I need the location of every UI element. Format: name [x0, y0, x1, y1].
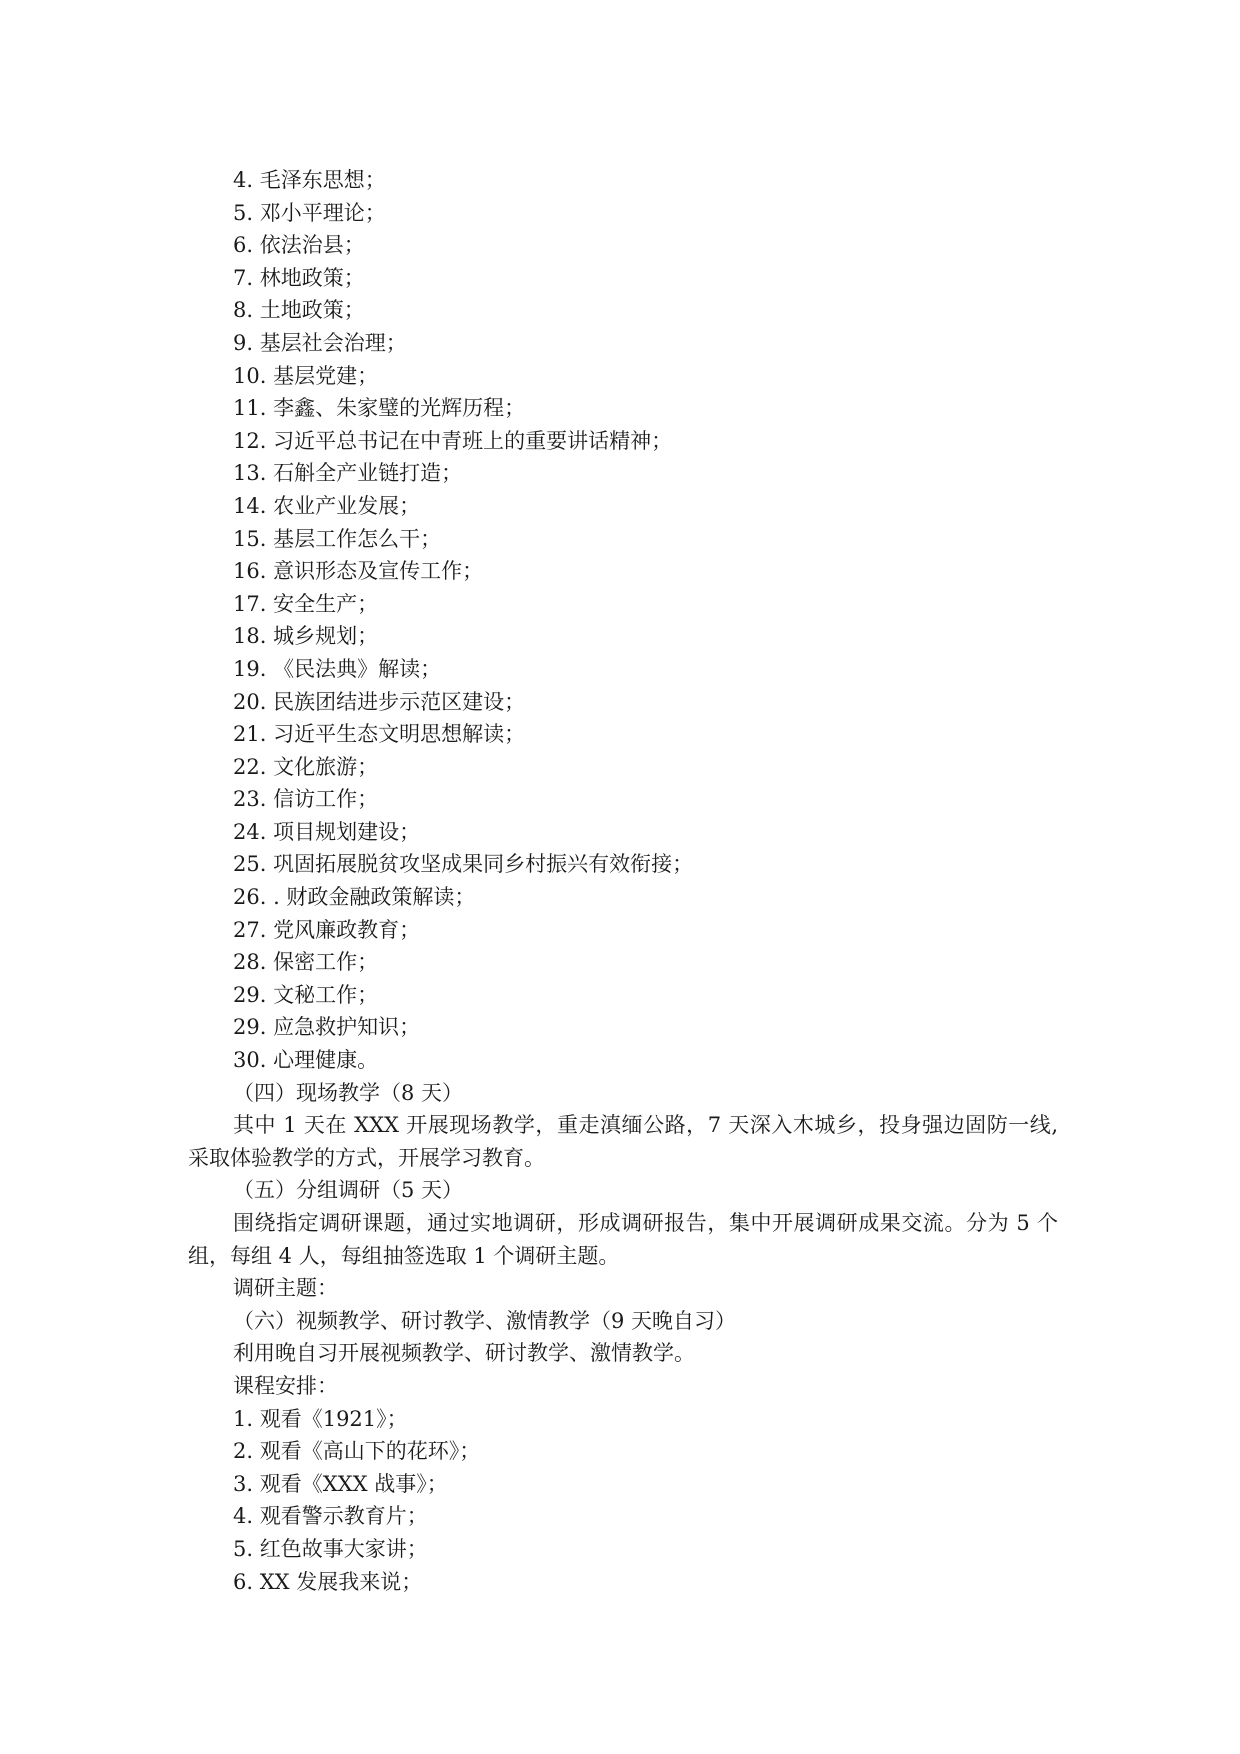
list-item: 17. 安全生产； — [233, 591, 379, 616]
paragraph-video-teaching: 利用晚自习开展视频教学、研讨教学、激情教学。 — [233, 1341, 695, 1366]
section-heading-video-teaching: （六）视频教学、研讨教学、激情教学（9 天晚自习） — [233, 1308, 737, 1333]
list-item: 6. XX 发展我来说； — [233, 1569, 423, 1594]
list-item: 13. 石斛全产业链打造； — [233, 461, 463, 486]
list-item: 28. 保密工作； — [233, 950, 379, 975]
list-item: 4. 观看警示教育片； — [233, 1504, 428, 1529]
course-schedule-label: 课程安排： — [233, 1373, 338, 1398]
document-body — [188, 164, 1058, 1598]
list-item: 22. 文化旅游； — [233, 754, 379, 779]
list-item: 20. 民族团结进步示范区建设； — [233, 689, 526, 714]
list-item: 1. 观看《1921》； — [233, 1406, 408, 1431]
list-item: 5. 邓小平理论； — [233, 200, 386, 225]
list-item: 21. 习近平生态文明思想解读； — [233, 722, 526, 747]
list-item: 27. 党风廉政教育； — [233, 917, 421, 942]
list-item: 12. 习近平总书记在中青班上的重要讲话精神； — [233, 428, 673, 453]
list-item: 8. 土地政策； — [233, 298, 365, 323]
list-item: 6. 依法治县； — [233, 233, 365, 258]
list-item: 18. 城乡规划； — [233, 624, 379, 649]
list-item: 15. 基层工作怎么干； — [233, 526, 442, 551]
list-item: 19. 《民法典》解读； — [233, 656, 442, 681]
list-item: 30. 心理健康。 — [233, 1048, 379, 1073]
list-item: 7. 林地政策； — [233, 265, 365, 290]
list-item: 11. 李鑫、朱家璧的光辉历程； — [233, 396, 526, 421]
list-item: 16. 意识形态及宣传工作； — [233, 559, 484, 584]
list-item: 10. 基层党建； — [233, 363, 379, 388]
list-item: 26. . 财政金融政策解读； — [233, 885, 476, 910]
research-topics-label: 调研主题： — [233, 1276, 338, 1301]
list-item: 24. 项目规划建设； — [233, 819, 421, 844]
list-item: 3. 观看《XXX 战事》； — [233, 1471, 448, 1496]
list-item: 25. 巩固拓展脱贫攻坚成果同乡村振兴有效衔接； — [233, 852, 694, 877]
list-item: 2. 观看《高山下的花环》； — [233, 1439, 481, 1464]
list-item: 5. 红色故事大家讲； — [233, 1536, 428, 1561]
list-item: 29. 应急救护知识； — [233, 1015, 421, 1040]
section-heading-field-teaching: （四）现场教学（8 天） — [233, 1080, 464, 1105]
list-item: 9. 基层社会治理； — [233, 330, 407, 355]
list-item: 14. 农业产业发展； — [233, 493, 421, 518]
list-item: 23. 信访工作； — [233, 787, 379, 812]
paragraph-group-research: 围绕指定调研课题，通过实地调研，形成调研报告，集中开展调研成果交流。分为 5 个组，每组 4 人，每组抽签选取 1 个调研主题。 — [188, 1211, 1058, 1268]
list-item: 4. 毛泽东思想； — [233, 168, 386, 192]
paragraph-field-teaching: 其中 1 天在 XXX 开展现场教学，重走滇缅公路，7 天深入木城乡，投身强边固防一线, 采取体验教学的方式，开展学习教育。 — [188, 1113, 1058, 1170]
section-heading-group-research: （五）分组调研（5 天） — [233, 1178, 464, 1203]
list-item: 29. 文秘工作； — [233, 982, 379, 1007]
